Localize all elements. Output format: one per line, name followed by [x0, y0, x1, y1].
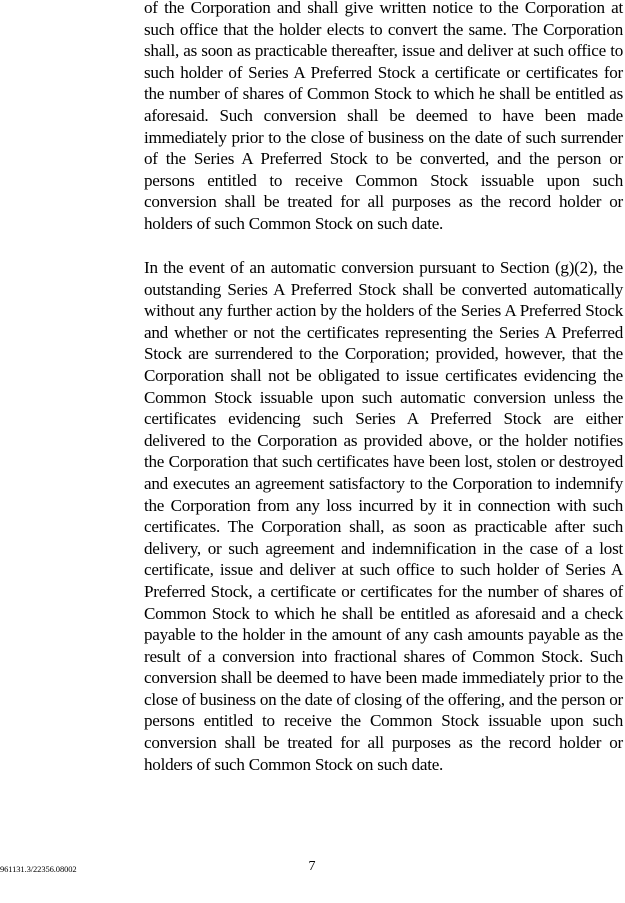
body-paragraph-1: of the Corporation and shall give written notice to the Corporation at such office that the holder elects to convert the same. The Corporation shall, as soon as practicable thereafter, issue and deliver at such office to such holder of Series A Preferred Stock a certificate or certificates for the number of shares of Common Stock to which he shall be entitled as aforesaid. Such conversion shall be deemed to have been made immediately prior to the close of business on the date of such surrender of the Series A Preferred Stock to be converted, and the person or persons entitled to receive Common Stock issuable upon such conversion shall be treated for all purposes as the record holder or holders of such Common Stock on such date.: [144, 0, 623, 233]
footer-document-id: 961131.3/22356.08002: [0, 864, 77, 874]
page-number: 7: [308, 859, 316, 874]
body-paragraph-2: In the event of an automatic conversion pursuant to Section (g)(2), the outstanding Series A Preferred Stock shall be converted automatically without any further action by the holders of the Series A Preferred Stock and whether or not the certificates representing the Series A Preferred Stock are surrendered to the Corporation; provided, however, that the Corporation shall not be obligated to issue certificates evidencing the Common Stock issuable upon such automatic conversion unless the certificates evidencing such Series A Preferred Stock are either delivered to the Corporation as provided above, or the holder notifies the Corporation that such certificates have been lost, stolen or destroyed and executes an agreement satisfactory to the Corporation to indemnify the Corporation from any loss incurred by it in connection with such certificates. The Corporation shall, as soon as practicable after such delivery, or such agreement and indemnification in the case of a lost certificate, issue and deliver at such office to such holder of Series A Preferred Stock, a certificate or certificates for the number of shares of Common Stock to which he shall be entitled as aforesaid and a check payable to the holder in the amount of any cash amounts payable as the result of a conversion into fractional shares of Common Stock. Such conversion shall be deemed to have been made immediately prior to the close of business on the date of closing of the offering, and the person or persons entitled to receive the Common Stock issuable upon such conversion shall be treated for all purposes as the record holder or holders of such Common Stock on such date.: [144, 258, 623, 774]
